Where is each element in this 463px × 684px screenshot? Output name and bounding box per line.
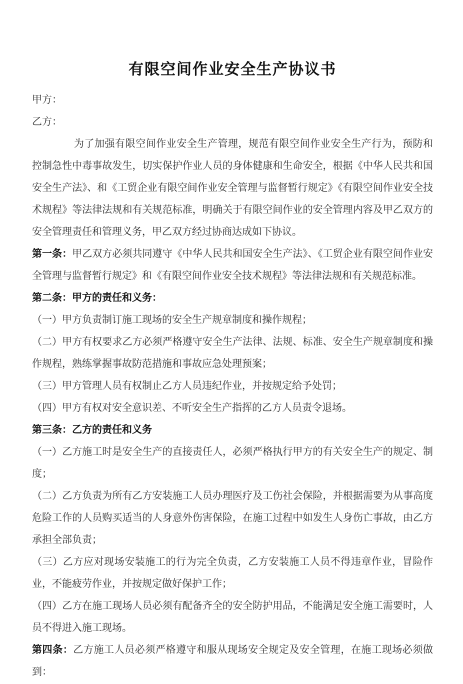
party-a-label: 甲方： (32, 95, 62, 106)
article-4-heading: 第四条： (32, 645, 74, 656)
article-1-heading: 第一条： (32, 249, 73, 260)
article-4-text: 乙方施工人员必须严格遵守和服从现场安全规定及安全管理，在施工现场必须做到： (32, 645, 434, 678)
article-3-item: （二）乙方负责为所有乙方安装施工人员办理医疗及工伤社会保险，并根据需要为从事高度危险工作的人员购买适当的人身意外伤害保险，在施工过程中如发生人身伤亡事故，由乙方承担全部负责； (32, 491, 433, 546)
article-4 (32, 640, 433, 684)
article-3-item: （三）乙方应对现场安装施工的行为完全负责，乙方安装施工人员不得违章作业，冒险作业，不能疲劳作业，并按规定做好保护工作； (32, 557, 433, 590)
article-2-item: （四）甲方有权对安全意识差、不听安全生产指挥的乙方人员责令退场。 (32, 403, 352, 414)
article-1 (32, 244, 433, 288)
article-2-title: 第二条：甲方的责任和义务： (32, 293, 162, 304)
intro-paragraph: 为了加强有限空间作业安全生产管理，规范有限空间作业安全生产行为，预防和控制急性中毒事故发生，切实保护作业人员的身体健康和生命安全，根据《中华人民共和国安全生产法》、和《工贸企业有限空间作业安全管理与监督暂行规定》《有限空间作业安全技术规程》等法律法规和有关规范标准，明确关于有限空间作业的安全管理内容及甲乙双方的安全管理责任和管理义务，甲乙双方经过协商达成如下协议。 (32, 139, 433, 238)
document-title: 有限空间作业安全生产协议书 (128, 60, 337, 78)
article-2-item: （三）甲方管理人员有权制止乙方人员违纪作业，并按规定给予处罚； (32, 381, 342, 392)
article-3-item: （一）乙方施工时是安全生产的直接责任人，必须严格执行甲方的有关安全生产的规定、制度； (32, 447, 433, 480)
article-3-title: 第三条：乙方的责任和义务 (32, 425, 152, 436)
article-3-item: （四）乙方在施工现场人员必须有配备齐全的安全防护用品，不能满足安全施工需要时，人员不得进入施工现场。 (32, 601, 433, 634)
party-b-label: 乙方： (32, 117, 62, 128)
article-2-item: （一）甲方负责制订施工现场的安全生产规章制度和操作规程； (32, 315, 312, 326)
article-1-text: 甲乙双方必须共同遵守《中华人民共和国安全生产法》、《工贸企业有限空间作业安全管理与监督暂行规定》和《有限空间作业安全技术规程》等法律法规和有关规范标准。 (32, 249, 434, 282)
article-2-item: （二）甲方有权要求乙方必须严格遵守安全生产法律、法规、标准、安全生产规章制度和操作规程，熟练掌握事故防范措施和事故应急处理预案； (32, 337, 433, 370)
